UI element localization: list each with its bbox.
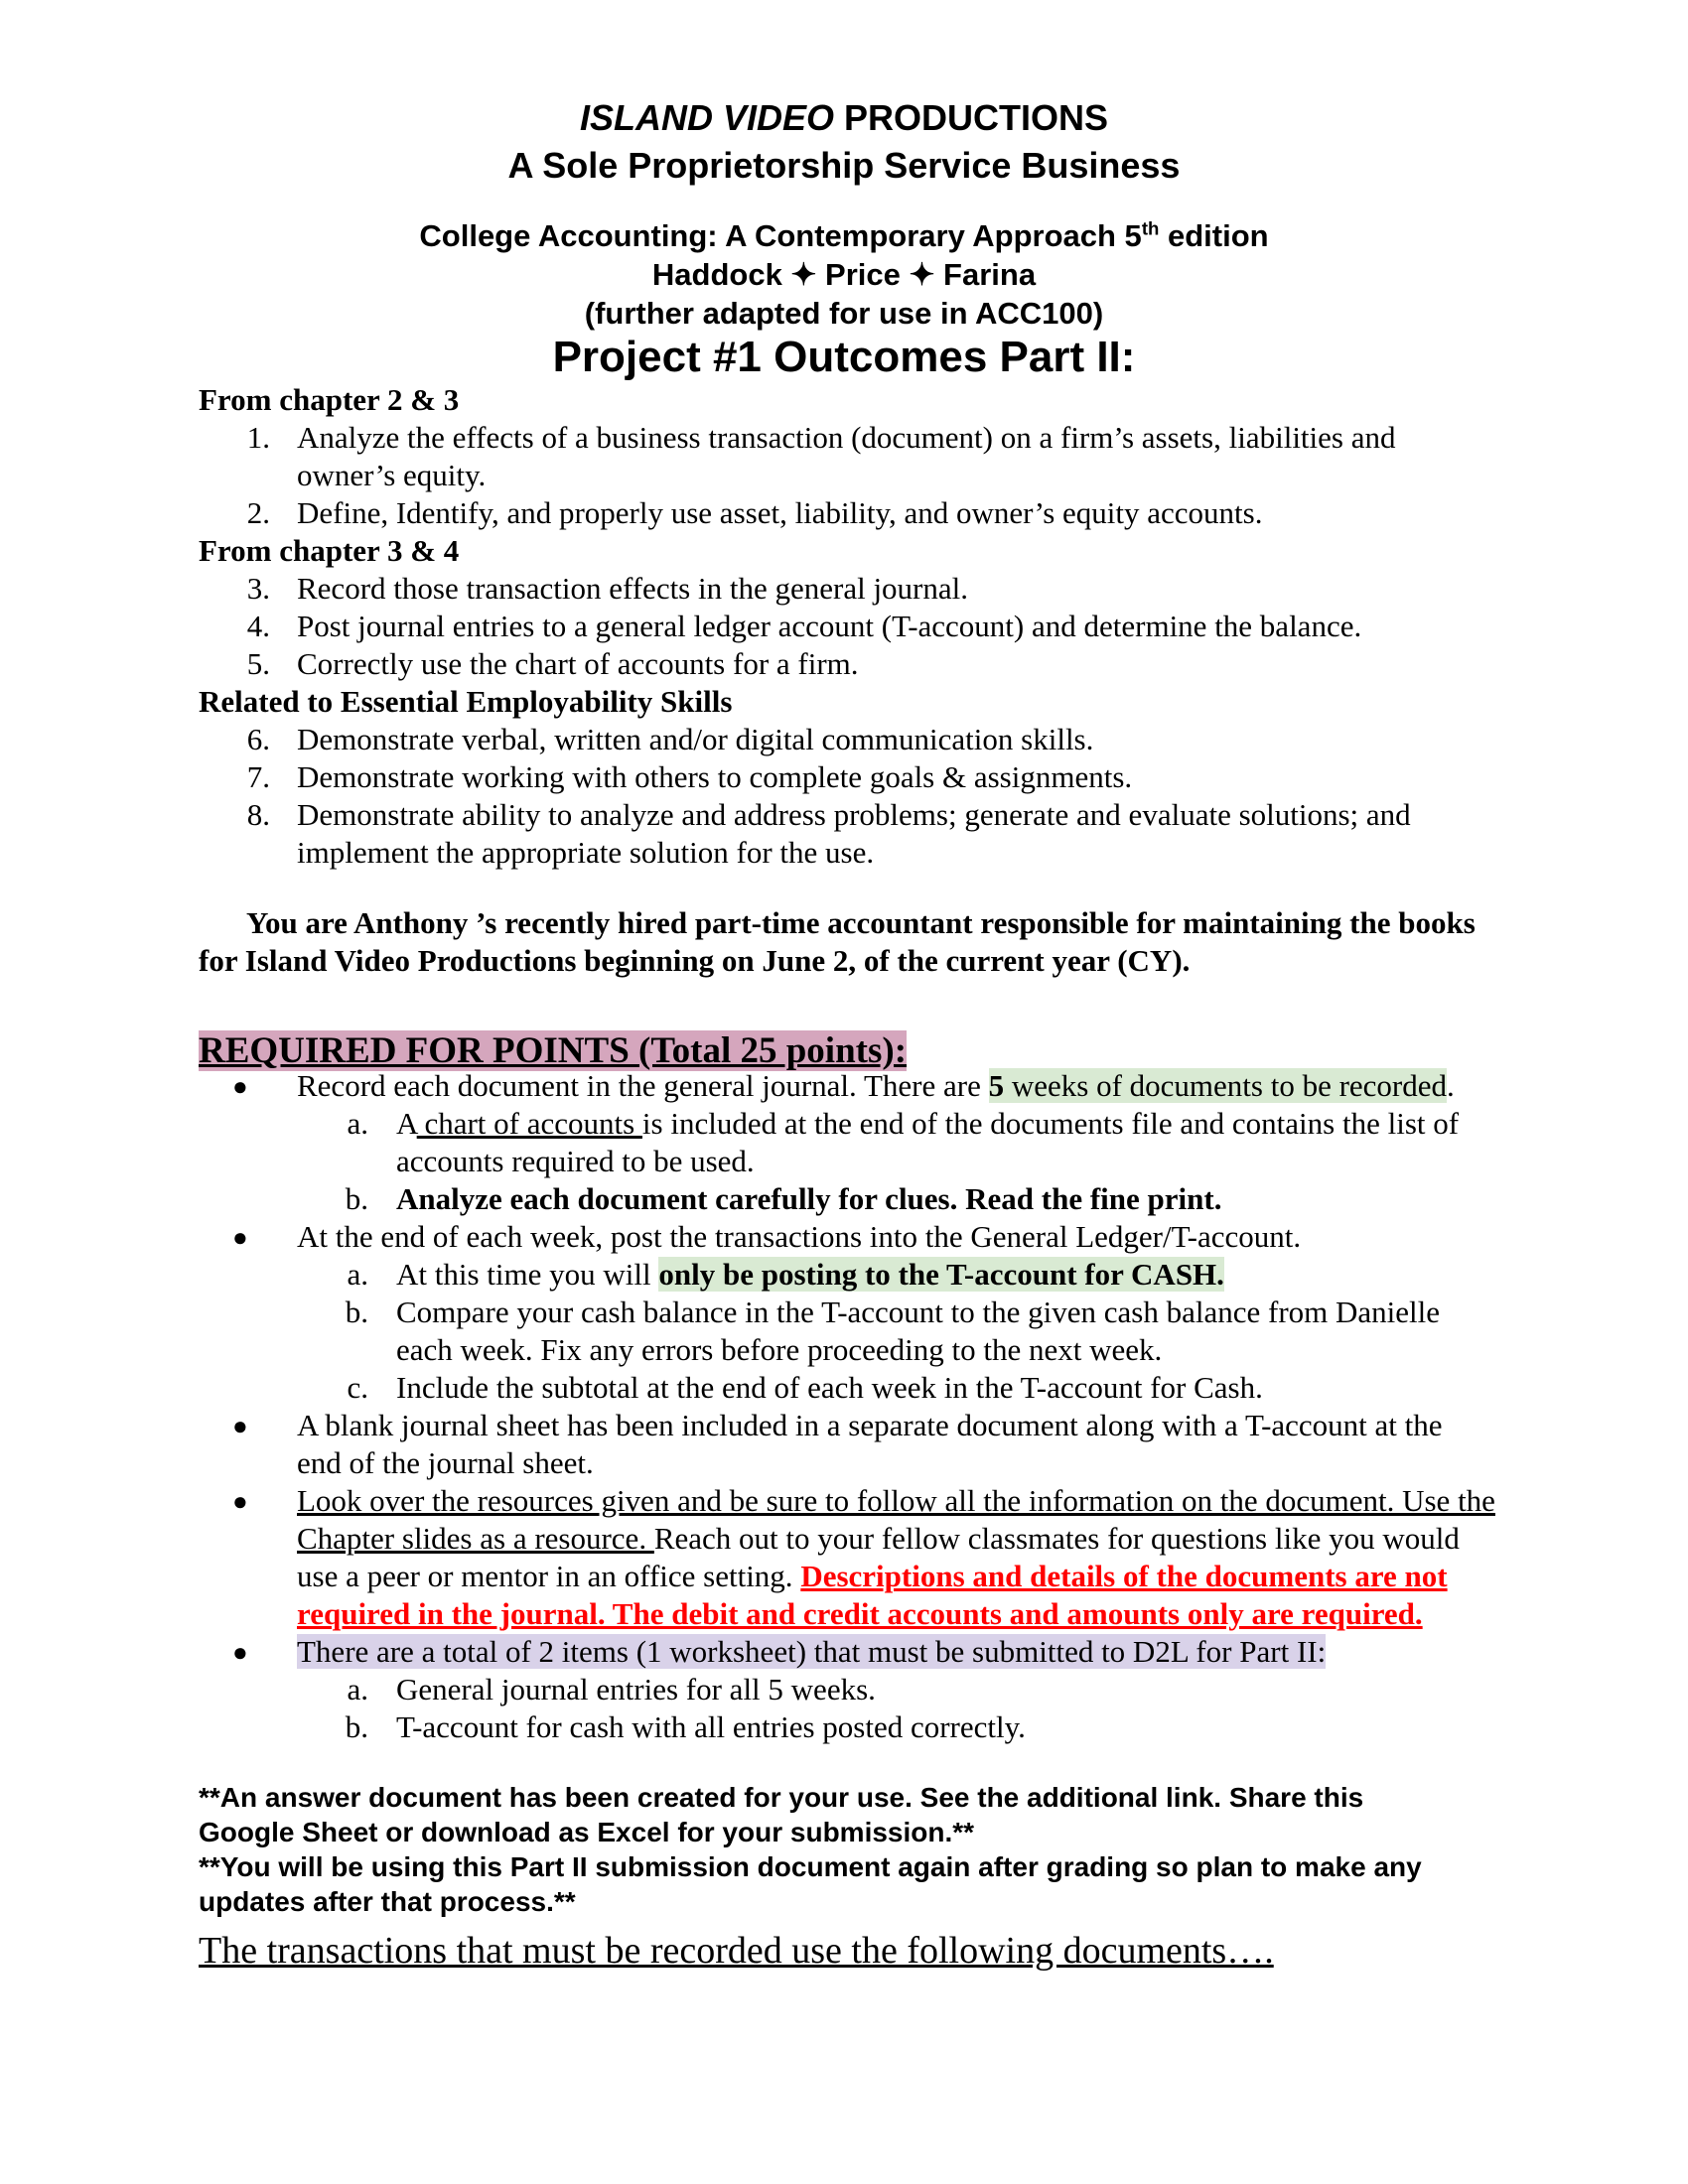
bullet-1-sub-b-label-text: b. <box>345 1181 368 1216</box>
required-heading-text: REQUIRED FOR POINTS (Total 25 points): <box>199 1030 908 1071</box>
bullet-1-highlight <box>989 1068 1447 1103</box>
bullet-5-sub-a-label-text: a. <box>347 1672 368 1706</box>
bullet-5-text <box>297 1634 1326 1670</box>
bullet-4-warning-1: Descriptions and details of the documents are not <box>800 1559 1448 1593</box>
bullet-2-sub-b-line-2: each week. Fix any errors before proceeding to the next week. <box>396 1332 1163 1367</box>
outcome-2-line-1: Define, Identify, and properly use asset, liability, and owner’s equity accounts. <box>297 495 1263 530</box>
outcome-3-line-1: Record those transaction effects in the general journal. <box>297 571 969 606</box>
outcome-6-line-1: Demonstrate verbal, written and/or digital communication skills. <box>297 722 1094 756</box>
bullet-4-line-3 <box>297 1559 1448 1594</box>
outcome-number-5-text: 5. <box>246 646 270 681</box>
note-2-line-1: **You will be using this Part II submission document again after grading so plan to make any <box>199 1851 1422 1882</box>
bullet-2-sub-b-label-text: b. <box>345 1295 368 1329</box>
note-1-line-2: Google Sheet or download as Excel for your submission.** <box>199 1817 975 1847</box>
bullet-3-line-1: A blank journal sheet has been included in a separate document along with a T-account at the <box>297 1408 1443 1442</box>
bullet-2-sub-c-label-text: c. <box>347 1370 368 1405</box>
bullet-dot-2: ● <box>232 1223 248 1252</box>
company-subtitle: A Sole Proprietorship Service Business <box>507 145 1181 186</box>
bullet-1-pre: Record each document in the general journal. There are <box>297 1068 989 1103</box>
project-title: Project #1 Outcomes Part II: <box>552 333 1136 381</box>
documents-intro-line: The transactions that must be recorded use the following documents…. <box>199 1930 1274 1972</box>
bullet-1-period: . <box>1447 1068 1455 1103</box>
required-heading <box>199 1029 907 1072</box>
section-heading-employability: Related to Essential Employability Skills <box>199 684 733 719</box>
bullet-1-sub-a-line-1 <box>396 1106 1459 1142</box>
bullet-dot-5: ● <box>232 1638 248 1667</box>
section-heading-chapter-3-4: From chapter 3 & 4 <box>199 533 460 568</box>
outcome-number-4-text: 4. <box>246 609 270 643</box>
bullet-1-highlight-rest: weeks of documents to be recorded <box>1004 1068 1448 1103</box>
intro-line-1: You are Anthony ’s recently hired part-time accountant responsible for maintaining the books <box>246 905 1476 940</box>
bullet-2-text: At the end of each week, post the transactions into the General Ledger/T-account. <box>297 1219 1302 1254</box>
bullet-dot-3: ● <box>232 1412 248 1440</box>
bullet-4-line-2 <box>297 1521 1460 1557</box>
outcome-8-line-2: implement the appropriate solution for the use. <box>297 835 875 870</box>
textbook-name: College Accounting: A Contemporary Approach 5 <box>419 218 1142 253</box>
bullet-1-sub-a-post: is included at the end of the documents file and contains the list of <box>641 1106 1460 1141</box>
bullet-dot-1: ● <box>232 1072 248 1101</box>
bullet-1-sub-b-text: Analyze each document carefully for clues. Read the fine print. <box>396 1181 1222 1216</box>
company-title-rest: PRODUCTIONS <box>834 97 1109 138</box>
bullet-4-warning-2: required in the journal. The debit and credit accounts and amounts only are required. <box>297 1596 1423 1631</box>
outcome-number-1-text: 1. <box>246 420 270 455</box>
authors-line: Haddock ✦ Price ✦ Farina <box>651 257 1037 292</box>
bullet-2-sub-a-text <box>396 1257 1224 1293</box>
chart-of-accounts-link[interactable]: chart of accounts <box>416 1106 642 1141</box>
note-2-line-2: updates after that process.** <box>199 1886 576 1917</box>
bullet-1-weeks-number: 5 <box>988 1068 1005 1103</box>
bullet-1-text <box>297 1068 1455 1104</box>
bullet-2-sub-c-text: Include the subtotal at the end of each week in the T-account for Cash. <box>396 1370 1263 1405</box>
textbook-line <box>0 218 1688 254</box>
bullet-2-sub-a-pre: At this time you will <box>396 1257 659 1292</box>
bullet-1-sub-a-pre: A <box>396 1106 417 1141</box>
bullet-5-sub-b-text: T-account for cash with all entries posted correctly. <box>396 1709 1026 1744</box>
bullet-4-line-3-pre: use a peer or mentor in an office setting. <box>297 1559 801 1593</box>
outcome-number-2-text: 2. <box>246 495 270 530</box>
intro-line-2: for Island Video Productions beginning on June 2, of the current year (CY). <box>199 943 1191 978</box>
bullet-2-sub-a-highlight: only be posting to the T-account for CASH. <box>658 1257 1224 1292</box>
outcome-7-line-1: Demonstrate working with others to complete goals & assignments. <box>297 759 1133 794</box>
company-title-italic: ISLAND VIDEO <box>579 97 834 138</box>
company-title <box>0 97 1688 139</box>
note-1-line-1: **An answer document has been created for your use. See the additional link. Share this <box>199 1782 1364 1813</box>
bullet-5-sub-a-text: General journal entries for all 5 weeks. <box>396 1672 876 1706</box>
outcome-4-line-1: Post journal entries to a general ledger account (T-account) and determine the balance. <box>297 609 1362 643</box>
edition-superscript: th <box>1141 217 1160 239</box>
bullet-5-highlight: There are a total of 2 items (1 worksheet) that must be submitted to D2L for Part II: <box>297 1634 1327 1669</box>
outcome-1-line-2: owner’s equity. <box>297 458 487 492</box>
outcome-5-line-1: Correctly use the chart of accounts for a firm. <box>297 646 859 681</box>
bullet-1-sub-a-line-2: accounts required to be used. <box>396 1144 755 1178</box>
bullet-2-sub-a-label-text: a. <box>347 1257 368 1292</box>
bullet-3-line-2: end of the journal sheet. <box>297 1445 594 1480</box>
edition-word: edition <box>1159 218 1269 253</box>
chapter-slides-text: Chapter slides as a resource. <box>297 1521 654 1556</box>
bullet-dot-4: ● <box>232 1487 248 1516</box>
outcome-number-7-text: 7. <box>246 759 270 794</box>
bullet-1-sub-a-label-text: a. <box>347 1106 368 1141</box>
bullet-4-line-2-rest: Reach out to your fellow classmates for questions like you would <box>653 1521 1460 1556</box>
outcome-number-8-text: 8. <box>246 797 270 832</box>
outcome-number-6-text: 6. <box>246 722 270 756</box>
bullet-5-sub-b-label-text: b. <box>345 1709 368 1744</box>
section-heading-chapter-2-3: From chapter 2 & 3 <box>199 382 460 417</box>
bullet-2-sub-b-line-1: Compare your cash balance in the T-account to the given cash balance from Danielle <box>396 1295 1441 1329</box>
outcome-8-line-1: Demonstrate ability to analyze and address problems; generate and evaluate solutions; and <box>297 797 1411 832</box>
adapted-line: (further adapted for use in ACC100) <box>584 296 1104 331</box>
bullet-4-line-1: Look over the resources given and be sure to follow all the information on the document. Use the <box>297 1483 1495 1518</box>
outcome-1-line-1: Analyze the effects of a business transaction (document) on a firm’s assets, liabilities and <box>297 420 1396 455</box>
outcome-number-3-text: 3. <box>246 571 270 606</box>
